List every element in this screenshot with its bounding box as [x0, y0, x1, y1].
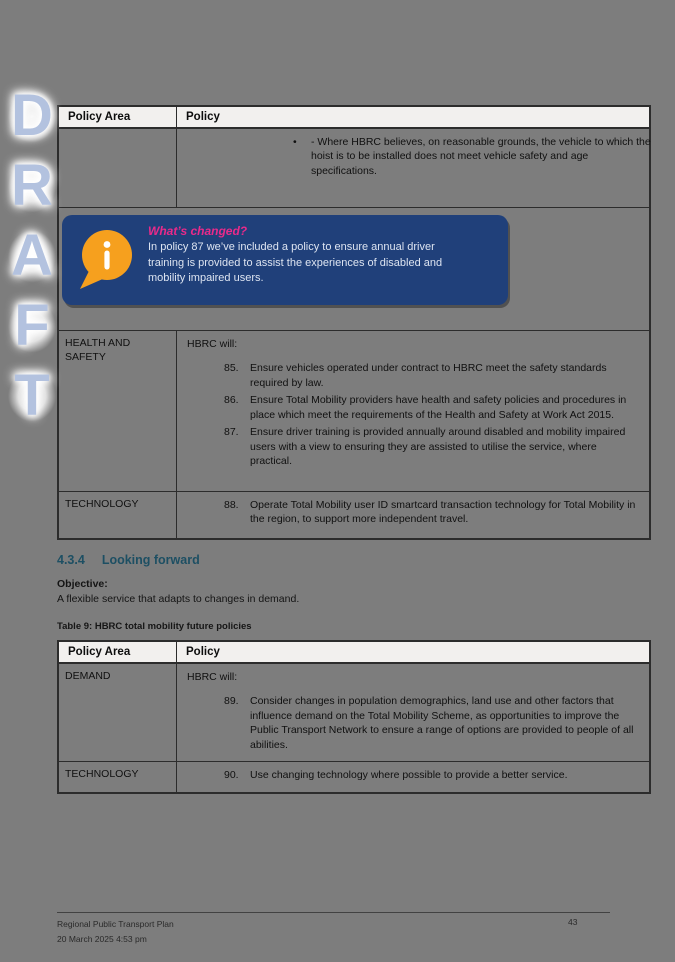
policy-cell	[177, 664, 649, 761]
watermark-letter-a: A	[4, 226, 60, 287]
footer-datetime: 20 March 2025 4:53 pm	[57, 933, 147, 944]
policy-text: Consider changes in population demographics, land use and other factors that influence demand on the Total Mobility Scheme, as opportunities to improve the Public Transport Network to ensure a range of options are provided to people of all abilities.	[250, 695, 634, 751]
policy-number: 89.	[224, 695, 239, 708]
table-header-row	[59, 107, 649, 129]
draft-watermark	[4, 83, 60, 428]
policy-number: 88.	[224, 499, 239, 511]
policy-text: Ensure Total Mobility providers have health and safety policies and procedures in place which meet the requirements of the Health and Safety at Work Act 2015.	[250, 394, 627, 421]
policy-list	[187, 498, 639, 527]
footer-divider	[57, 912, 610, 913]
section-title: Looking forward	[101, 553, 200, 567]
footer-doc-title: Regional Public Transport Plan	[57, 919, 174, 929]
policy-area-cell	[59, 129, 177, 207]
policy-cell	[177, 129, 666, 207]
policy-header-cell: Policy	[186, 111, 220, 123]
policy-area-cell: TECHNOLOGY	[59, 492, 177, 538]
callout-row	[59, 215, 649, 331]
policy-item	[224, 768, 639, 782]
table-row-continuation	[59, 129, 649, 208]
table-row-health-and-safety	[59, 331, 649, 492]
policy-item	[224, 498, 639, 527]
callout-text-block	[148, 224, 478, 287]
policy-area-cell: DEMAND	[59, 664, 177, 761]
policy-number: 87.	[224, 426, 239, 439]
policy-text: Ensure vehicles operated under contract to HBRC meet the safety standards required by law.	[250, 362, 607, 389]
policy-header-cell: Policy	[186, 646, 220, 658]
objective-text: A flexible service that adapts to changes in demand.	[57, 593, 300, 606]
policy-number: 85.	[224, 362, 239, 375]
whats-changed-callout	[62, 215, 508, 305]
policy-list	[187, 768, 639, 782]
policy-table-current	[57, 105, 651, 540]
policy-text: Ensure driver training is provided annually around disabled and mobility impaired users with a view to ensuring they are assisted to utilise the service, where practical.	[250, 426, 626, 468]
continuation-bullet	[187, 135, 656, 178]
table-row-technology	[59, 762, 649, 792]
policy-area-header-cell: Policy Area	[59, 107, 177, 127]
bullet-marker: •	[293, 136, 297, 148]
policy-intro: HBRC will:	[187, 671, 238, 683]
callout-title: What’s changed?	[148, 224, 248, 238]
footer-left	[57, 917, 174, 947]
watermark-letter-t: T	[4, 366, 60, 427]
policy-item	[224, 425, 639, 468]
policy-item	[224, 361, 639, 390]
table-row-demand	[59, 664, 649, 762]
table-header-row	[59, 642, 649, 664]
policy-cell	[177, 492, 649, 538]
footer-page-number: 43	[568, 917, 578, 927]
watermark-letter-r: R	[4, 156, 60, 217]
policy-number: 90.	[224, 769, 239, 781]
policy-area-cell: TECHNOLOGY	[59, 762, 177, 792]
objective-label: Objective:	[57, 578, 108, 590]
section-heading	[57, 553, 200, 567]
policy-number: 86.	[224, 394, 239, 407]
policy-area-cell: HEALTH AND SAFETY	[59, 331, 177, 491]
policy-table-future	[57, 640, 651, 794]
watermark-letter-f: F	[4, 296, 60, 357]
policy-list	[187, 694, 639, 752]
policy-text: Operate Total Mobility user ID smartcard transaction technology for Total Mobility in the region, to support more independent travel.	[250, 499, 636, 526]
policy-cell	[177, 331, 649, 491]
policy-list	[187, 361, 639, 468]
info-speech-bubble-icon	[77, 228, 135, 292]
section-number: 4.3.4	[57, 553, 85, 567]
objective-block	[57, 577, 299, 607]
watermark-letter-d: D	[4, 86, 60, 147]
policy-item	[224, 694, 639, 752]
policy-text: Use changing technology where possible to provide a better service.	[250, 769, 568, 781]
policy-item	[224, 393, 639, 422]
policy-area-header-cell: Policy Area	[59, 642, 177, 662]
policy-cell	[177, 762, 649, 792]
policy-intro: HBRC will:	[187, 338, 238, 350]
callout-body: In policy 87 we’ve included a policy to ensure annual driver training is provided to assist the experiences of disabled and mobility impaired users.	[148, 241, 443, 285]
continuation-text: - Where HBRC believes, on reasonable grounds, the vehicle to which the hoist is to be installed does not meet vehicle safety and age specifications.	[311, 136, 651, 177]
table-caption: Table 9: HBRC total mobility future policies	[57, 621, 252, 632]
table-row-technology	[59, 492, 649, 538]
